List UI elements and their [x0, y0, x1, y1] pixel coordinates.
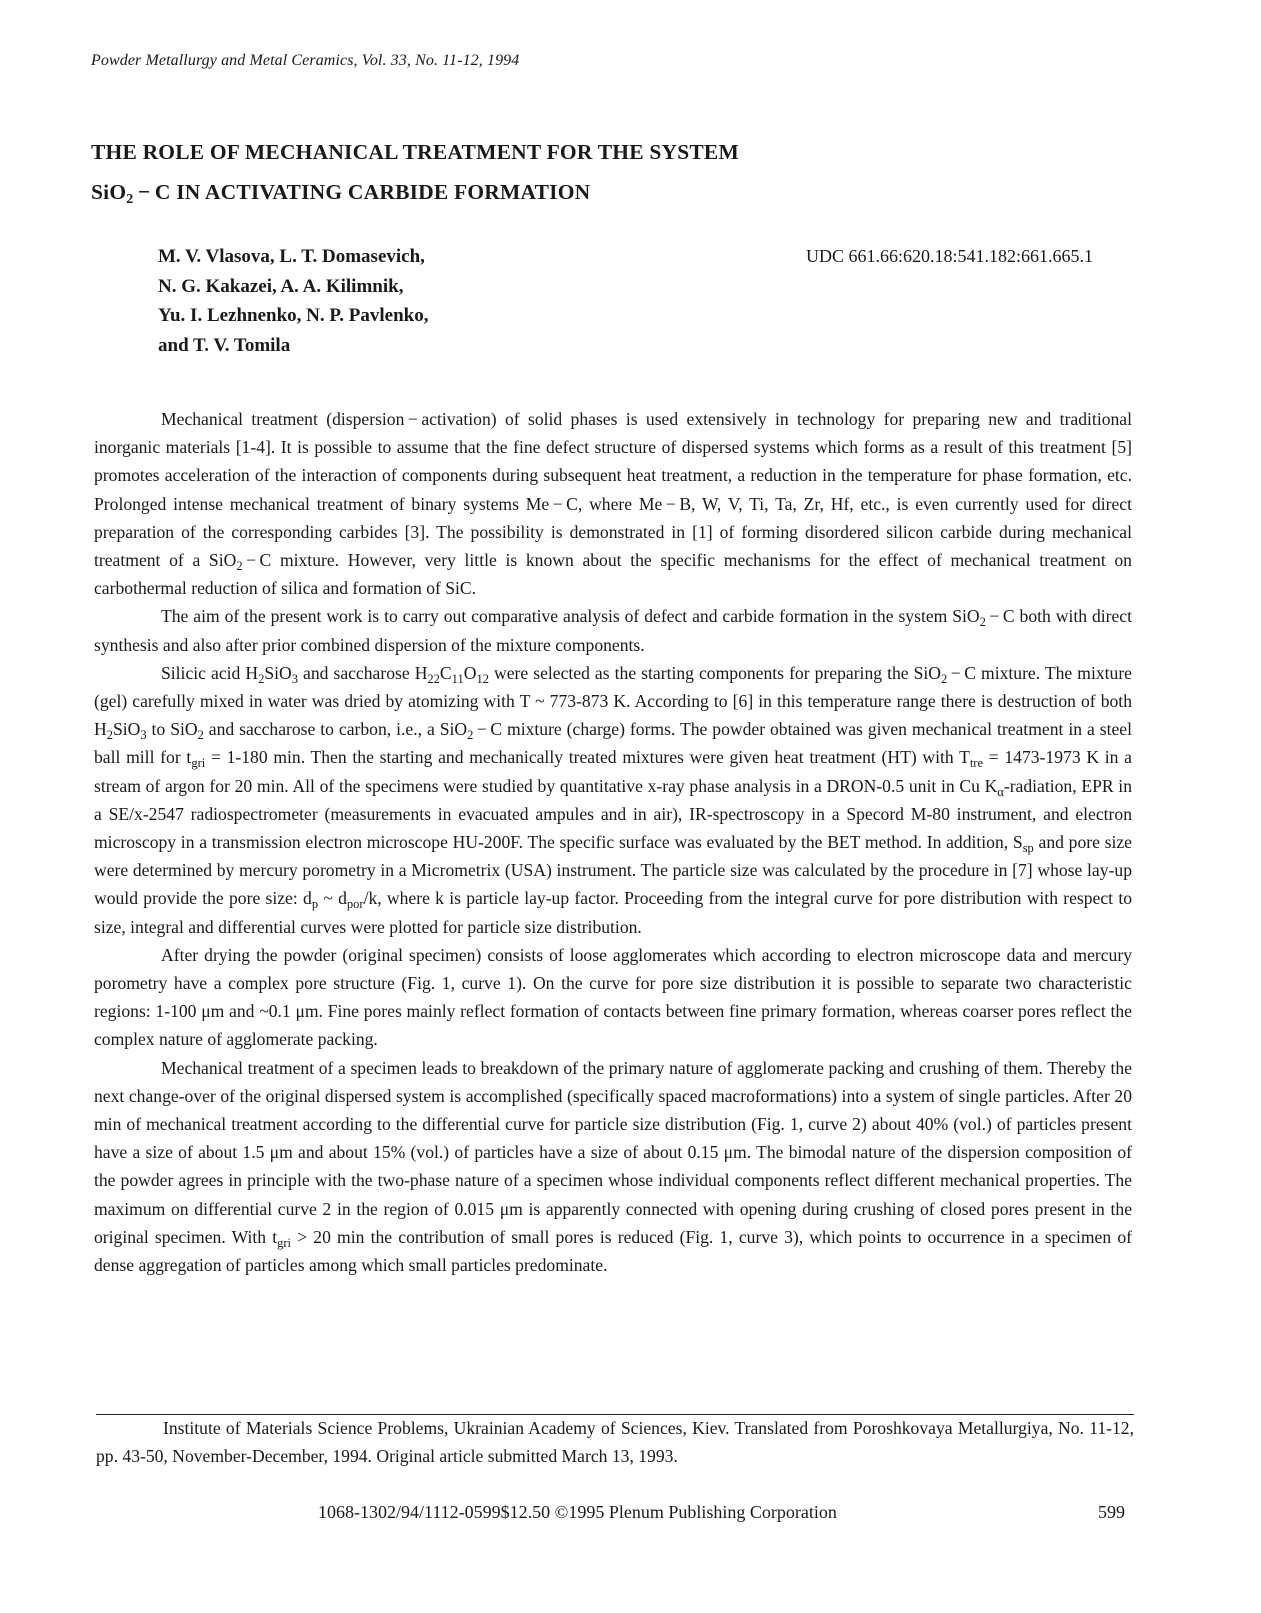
subscript: 2: [941, 671, 948, 686]
text-run: SiO: [264, 662, 292, 683]
text-run: = 1-180 min. Then the starting and mechanically treated mixtures were given heat treatment (HT) with T: [205, 747, 970, 768]
copyright-line: 1068-1302/94/1112-0599$12.50 ©1995 Plenum Publishing Corporation: [318, 1502, 837, 1522]
body-paragraph: [94, 1054, 1132, 1280]
text-run: − C mixture. However, very little is known about the specific mechanisms for the effect of mechanical treatment on carbothermal reduction of silica and formation of SiC.: [94, 550, 1132, 599]
text-run: to SiO: [146, 719, 198, 740]
subscript: α: [997, 784, 1004, 799]
text-run: ~ d: [318, 888, 347, 909]
author-line: Yu. I. Lezhnenko, N. P. Pavlenko,: [158, 305, 429, 326]
subscript: 2: [979, 615, 986, 630]
text-run: and pore size were determined by mercury porometry in a Micrometrix (USA) instrument. The particle size was calculated by the procedure in [7] whose lay-up would provide the pore size: d: [94, 832, 1132, 909]
subscript: 2: [106, 728, 113, 743]
title-line-2-sub: 2: [126, 192, 134, 207]
text-run: The aim of the present work is to carry out comparative analysis of defect and carbide formation in the system SiO: [161, 606, 980, 627]
subscript: 2: [197, 728, 204, 743]
text-run: -radiation, EPR in a SE/x-2547 radiospectrometer (measurements in evacuated ampules and in air), IR-spectroscopy in a Specord M-80 instrument, and electron microscopy in a transmission electron microscope HU-200F. The specific surface was evaluated by the BET method. In addition, S: [94, 775, 1132, 853]
author-line: and T. V. Tomila: [158, 334, 291, 356]
text-run: − C mixture (charge) forms. The powder obtained was given mechanical treatment in a steel ball mill for t: [94, 719, 1132, 768]
text-run: O: [463, 662, 477, 683]
text-run: SiO: [112, 719, 141, 740]
text-run: − C mixture. The mixture (gel) carefully mixed in water was dried by atomizing with T ~ 773-873 K. According to [6] in this temperature range there is destruction of both H: [94, 662, 1132, 740]
body-paragraph: [94, 602, 1132, 658]
article-title: [91, 132, 991, 212]
subscript: 3: [291, 671, 298, 686]
text-run: − C both with direct synthesis and also after prior combined dispersion of the mixture components.: [94, 606, 1132, 655]
footnote-text: Institute of Materials Science Problems, Ukrainian Academy of Sciences, Kiev. Translated from Poroshkovaya Metallurgiya, No. 11-12, pp. 43-50, November-December, 1994. Original article submitted March 13, 1993.: [96, 1418, 1134, 1466]
subscript: por: [346, 897, 364, 912]
body-paragraph: [94, 659, 1132, 941]
subscript: 11: [451, 671, 464, 686]
subscript: p: [311, 897, 319, 912]
text-run: C: [439, 662, 452, 683]
text-run: and saccharose to carbon, i.e., a SiO: [203, 719, 468, 740]
subscript: 2: [236, 559, 243, 574]
subscript: gri: [277, 1235, 292, 1250]
text-run: /k, where k is particle lay-up factor. Proceeding from the integral curve for pore distribution with respect to size, integral and differential curves were plotted for particle size distribution.: [94, 888, 1133, 937]
subscript: gri: [191, 756, 206, 771]
page-number: 599: [1098, 1502, 1125, 1522]
subscript: 2: [258, 671, 265, 686]
author-list: [158, 242, 428, 360]
body-paragraph: [94, 941, 1132, 1054]
author-line: M. V. Vlasova, L. T. Domasevich,: [158, 246, 425, 267]
title-line-2-post: − C IN ACTIVATING CARBIDE FORMATION: [133, 180, 591, 204]
subscript: 12: [476, 671, 489, 686]
article-body: [94, 405, 1132, 1279]
title-line-2-pre: SiO: [91, 180, 127, 204]
text-run: and saccharose H: [297, 662, 428, 683]
body-paragraph: [94, 405, 1132, 602]
text-run: After drying the powder (original specimen) consists of loose agglomerates which according to electron microscope data and mercury porometry have a complex pore structure (Fig. 1, curve 1). On the curve for pore size distribution it is possible to separate two characteristic regions: 1-100 μm and ~0.1 μm. Fine pores mainly reflect formation of contacts between fine primary formation, whereas coarser pores reflect the complex nature of agglomerate packing.: [94, 944, 1132, 1050]
subscript: sp: [1022, 841, 1034, 856]
udc-code: UDC 661.66:620.18:541.182:661.665.1: [806, 246, 1094, 266]
journal-header: Powder Metallurgy and Metal Ceramics, Vol. 33, No. 11-12, 1994: [91, 52, 520, 69]
author-line: N. G. Kakazei, A. A. Kilimnik,: [158, 275, 404, 297]
text-run: Silicic acid H: [161, 662, 259, 683]
subscript: tre: [969, 756, 984, 771]
subscript: 22: [427, 671, 440, 686]
text-run: = 1473-1973 K in a stream of argon for 20 min. All of the specimens were studied by quantitative x-ray phase analysis in a DRON-0.5 unit in Cu K: [94, 747, 1132, 796]
title-line-2: [91, 172, 991, 212]
subscript: 3: [140, 728, 147, 743]
subscript: 2: [467, 728, 474, 743]
affiliation-footnote: [96, 1414, 1134, 1470]
text-run: Mechanical treatment (dispersion − activation) of solid phases is used extensively in technology for preparing new and traditional inorganic materials [1-4]. It is possible to assume that the fine defect structure of dispersed systems which forms as a result of this treatment [5] promotes acceleration of the interaction of components during subsequent heat treatment, a reduction in the temperature for phase formation, etc. Prolonged intense mechanical treatment of binary systems Me − C, where Me − B, W, V, Ti, Ta, Zr, Hf, etc., is even currently used for direct preparation of the corresponding carbides [3]. The possibility is demonstrated in [1] of forming disordered silicon carbide during mechanical treatment of a SiO: [94, 409, 1132, 571]
text-run: Mechanical treatment of a specimen leads to breakdown of the primary nature of agglomerate packing and crushing of them. Thereby the next change-over of the original dispersed system is accomplished (specifically spaced macroformations) into a system of single particles. After 20 min of mechanical treatment according to the differential curve for particle size distribution (Fig. 1, curve 2) about 40% (vol.) of particles present have a size of about 1.5 μm and about 15% (vol.) of particles have a size of about 0.15 μm. The bimodal nature of the dispersion composition of the powder agrees in principle with the two-phase nature of a specimen whose individual components reflect different mechanical properties. The maximum on differential curve 2 in the region of 0.015 μm is apparently connected with opening during crushing of closed pores present in the original specimen. With t: [94, 1057, 1132, 1247]
title-line-1: THE ROLE OF MECHANICAL TREATMENT FOR THE SYSTEM: [91, 140, 739, 164]
text-run: > 20 min the contribution of small pores is reduced (Fig. 1, curve 3), which points to occurrence in a specimen of dense aggregation of particles among which small particles predominate.: [94, 1226, 1132, 1276]
text-run: were selected as the starting components for preparing the SiO: [488, 662, 942, 683]
